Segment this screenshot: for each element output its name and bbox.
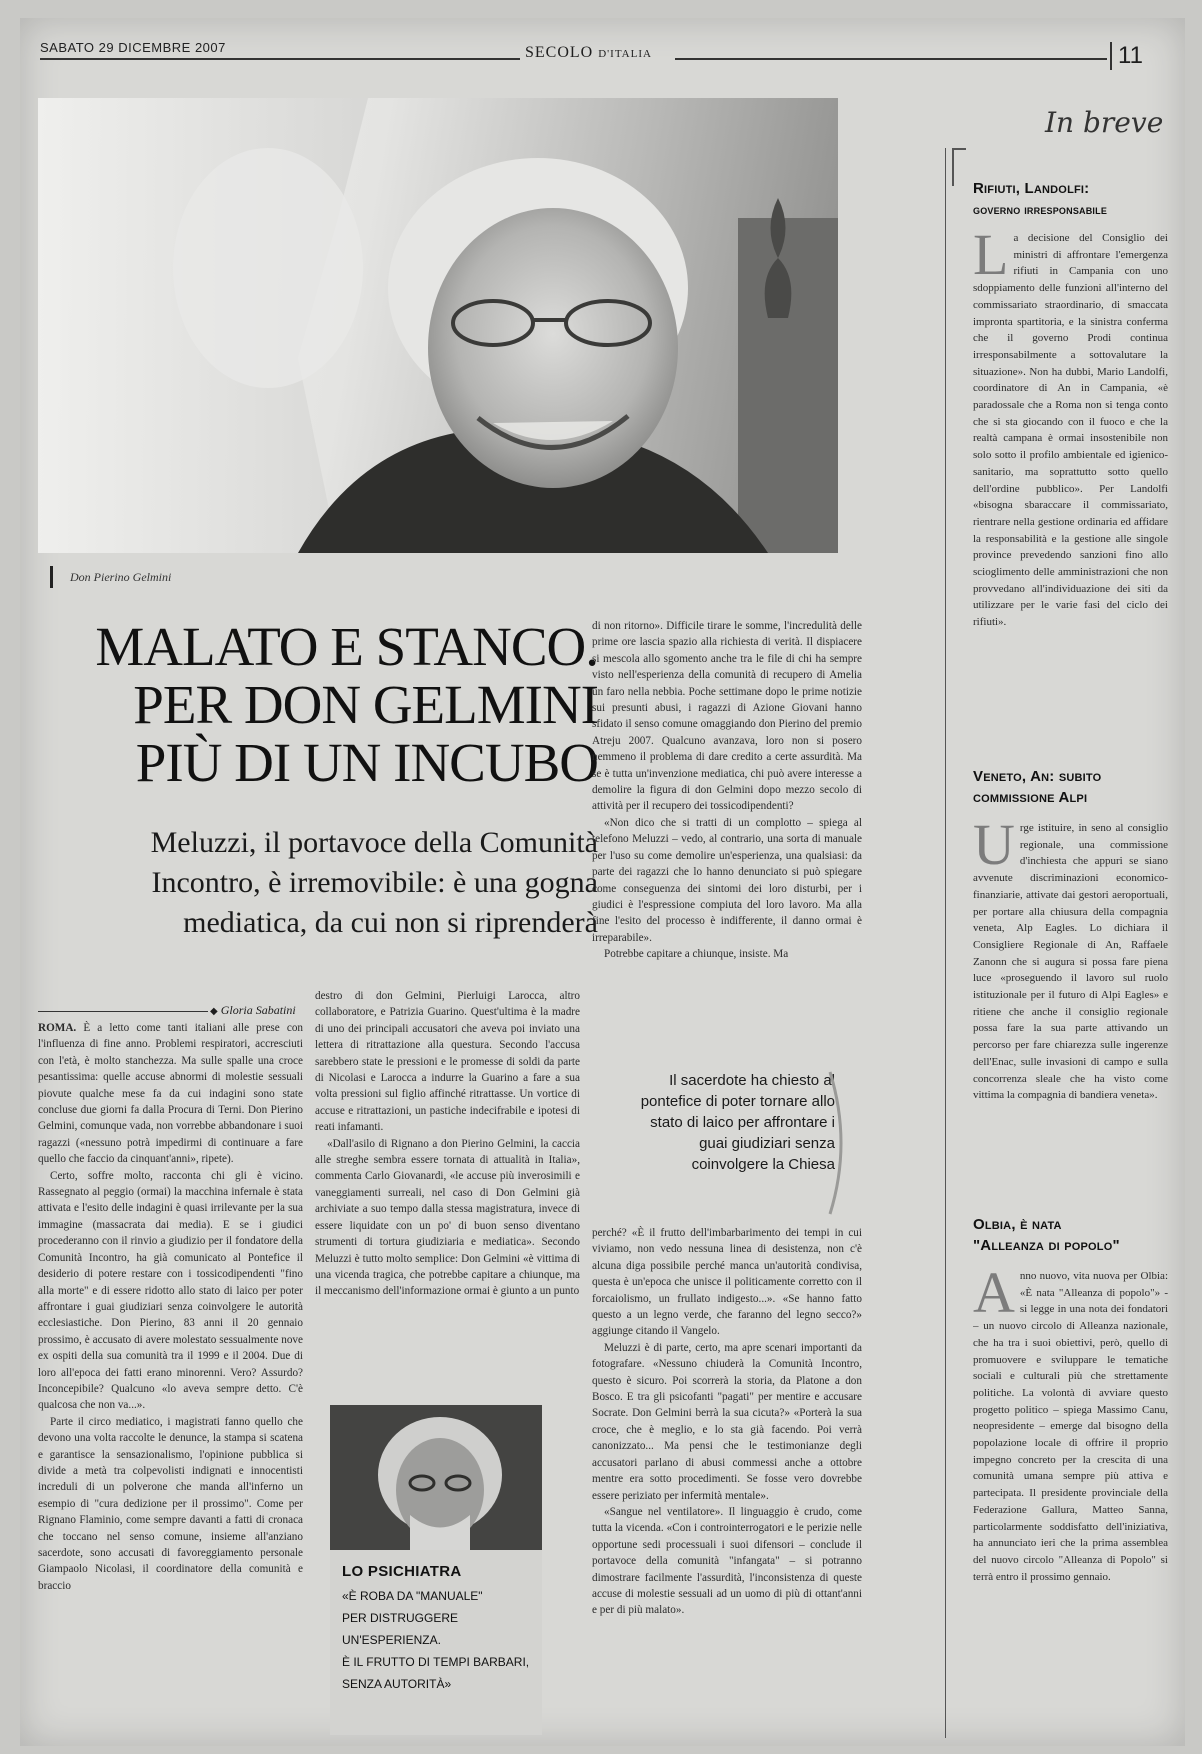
header-page-number: 11 bbox=[1110, 42, 1143, 70]
col3-paragraph-3: Potrebbe capitare a chiunque, insiste. Ma bbox=[604, 948, 789, 961]
header-date: SABATO 29 DICEMBRE 2007 bbox=[40, 40, 226, 55]
brief-3-dropcap: A bbox=[973, 1268, 1015, 1325]
brief-2-title-line-1: Veneto, An: subito bbox=[973, 768, 1102, 785]
brief-1-title bbox=[973, 178, 1107, 220]
diamond-icon: ◆ bbox=[210, 1006, 218, 1017]
caption-bar bbox=[50, 566, 53, 588]
brief-1-text: a decisione del Consiglio dei ministri di affrontare l'emergenza rifiuti in Campania con uno sdoppiamento delle funzioni all'interno del commissariato straordinario, di smaccata impronta spartitoria, e la sinistra conferma che il governo Prodi continua irresponsabilmente a sottovalutare la situazione». Non ha dubbi, Mario Landolfi, coordinatore di An in Campania, «è paradossale che a Roma non si tenga conto che si sta giocando con il fuoco e che la realtà campana è ormai insostenibile non solo sotto il profilo ambientale ed igienico-sanitario, ma soprattutto sotto quello dell'ordine pubblico». Per Landolfi «bisogna sbaraccare il commissariato, rientrare nella gestione ordinaria ed affidare la responsabilità e la gestione alle singole province prevedendo sanzioni fino allo scioglimento delle amministrazioni che non provvedano all'individuazione dei siti da utilizzare per le varie fasi del ciclo dei rifiuti». bbox=[973, 232, 1168, 629]
brief-2-body bbox=[973, 820, 1168, 1185]
inset-kicker: LO PSICHIATRA bbox=[342, 1563, 462, 1580]
inset-quote-line-2: PER DISTRUGGERE bbox=[342, 1611, 459, 1625]
brief-3-text: nno nuovo, vita nuova per Olbia: «È nata "Alleanza di popolo"» - si legge in una nota dei fondatori – un nuovo circolo di Alleanza nazionale, che ha tra i suoi obiettivi, però, quello di promuovere e sviluppare le tematiche sociali e culturali più che strettamente politiche. La volontà di avviare questo progetto politico – spiega Massimo Canu, neopresidente – emerge dal bisogno della popolazione locale di offrire il proprio impegno concreto per la crescita di una comunità umana sempre più attiva e partecipata. Il presidente provinciale della Federazione Gallura, Matteo Sanna, particolarmente soddisfatto dell'iniziativa, ha annunciato ieri che la prima assemblea del nuovo circolo "Alleanza di Popolo" si terrà entro il prossimo gennaio. bbox=[973, 1270, 1168, 1583]
col1-paragraph-3: Parte il circo mediatico, i magistrati fanno quello che devono una volta raccolte le denunce, la stampa si scatena e garantisce la sensazionalismo, l'opinione pubblica si divide a metà tra colpevolisti indignati e innocentisti increduli di un polverone che manda all'inferno un esempio di "cura dedizione per il prossimo". Come per Rignano Flaminio, come sempre davanti a fatti di cronaca che toccano nel senso comune, insieme all'anziano sacerdote, sono accusati di favoreggiamento personale Giampaolo Nicolasi, il coordinatore della comunità e braccio bbox=[38, 1415, 303, 1592]
brief-3-title bbox=[973, 1214, 1120, 1256]
article-column-4 bbox=[592, 1225, 862, 1735]
brief-2-title bbox=[973, 766, 1101, 808]
byline-author: Gloria Sabatini bbox=[220, 1003, 296, 1017]
article-standfirst bbox=[38, 823, 598, 943]
brief-2-dropcap: U bbox=[973, 820, 1015, 877]
col3-paragraph-1: di non ritorno». Difficile tirare le somme, l'incredulità delle prime ore lascia spazio alla richiesta di verità. Il dispiacere si mescola allo sgomento anche tra le file di chi ha sempre visto nell'esperienza della comunità di recupero di Amelia un faro nella nebbia. Poche settimane dopo le prime notizie sui presunti abusi, i ragazzi di Azione Giovani hanno sfidato il senso comune omaggiando don Pierino del premio Atreju 2007. Qualcuno avanzava, loro non si posero nemmeno il problema di dare credito a certe assurdità. Ma se è tutta un'invenzione mediatica, chi può avere interesse a demolire la figura di don Gelmini dopo mezzo secolo di attività per il recupero dei tossicodipendenti? bbox=[592, 620, 862, 813]
col3-paragraph-2: «Non dico che si tratti di un complotto – spiega al telefono Meluzzi – vedo, al contrario, una sorta di manuale per l'uso su come demolire un'esperienza, una qualsiasi: da parte dei ragazzi che lo hanno denunciato si può spiegare come conseguenza dei sintomi dei loro disturbi, per i giudici è l'espressione compiuta del loro lavoro. Ma alla fine l'esito del processo è indifferente, il danno ormai è irreparabile». bbox=[592, 816, 862, 944]
col2-paragraph-1: destro di don Gelmini, Pierluigi Larocca, altro collaboratore, e Patrizia Guarino. Quest'ultima è la madre di uno dei principali accusatori che aveva poi inviato una lettera di ritrattazione alla questura. Secondo l'accusa sarebbero state le pressioni e le promesse di soldi da parte di Nicolasi e Larocca a indurre la Guarino a fare a sua volta pressioni sul figlio affinché ritrattasse. Un vortice di accuse e ritrattazioni, un pastiche indecifrabile e ipotesi di reati infamanti. bbox=[315, 990, 580, 1134]
sidebar-divider bbox=[945, 148, 946, 1738]
byline-rule bbox=[38, 1011, 208, 1012]
headline-line-3: PIÙ DI UN INCUBO bbox=[135, 732, 598, 793]
brief-2-title-line-2: commissione Alpi bbox=[973, 789, 1088, 806]
col4-paragraph-1: perché? «È il frutto dell'imbarbarimento dei tempi in cui viviamo, non vedo nessuna linea di desistenza, non c'è alcuna diga possibile perché manca un'autorità condivisa, questa è un'epoca che unisce il politicamente corretto con il forcaiolismo, un frullato indigesto...». «Se hanno fatto questo a un legno verde, che faranno del legno secco?» aggiunge citando il Vangelo. bbox=[592, 1227, 862, 1338]
col4-paragraph-3: «Sangue nel ventilatore». Il linguaggio è crudo, come tutta la vicenda. «Con i controinterrogatori e le perizie nelle opportune sedi processuali i suoi difensori – conclude il portavoce della comunità "infangata" – si potranno dimostrare facilmente l'assurdità, l'inconsistenza di queste accuse di molestie sessuali ad un uomo di più di ottant'anni e per di più malato». bbox=[592, 1505, 862, 1617]
sidebar-title: In breve bbox=[1045, 106, 1164, 139]
article-column-3 bbox=[592, 618, 862, 1038]
inset-photo bbox=[330, 1405, 542, 1550]
article-column-1 bbox=[38, 1020, 303, 1735]
brief-3-body bbox=[973, 1268, 1168, 1733]
brief-1-title-line-2: governo irresponsabile bbox=[973, 202, 1108, 217]
standfirst-line-1: Meluzzi, il portavoce della Comunità bbox=[150, 826, 598, 859]
brief-1-title-line-1: Rifiuti, Landolfi: bbox=[973, 180, 1090, 197]
brief-3-title-line-2: "Alleanza di popolo" bbox=[973, 1237, 1120, 1254]
inset-quote bbox=[342, 1585, 537, 1695]
col2-paragraph-2: «Dall'asilo di Rignano a don Pierino Gelmini, la caccia alle streghe sembra essere tornata di attualità in Italia», commenta Carlo Giovanardi, «le accuse più inverosimili e vaneggiamenti surreali, nel caso di Don Gelmini già archiviate a suo tempo dalla stessa magistratura, invece di essere liquidate con un po' di buon senso diventano strumenti di tortura giudiziaria e mediatica». Secondo Meluzzi è tutto molto semplice: Don Gelmini «è vittima di una vicenda tragica, che potrebbe capitare a chiunque, ma il meccanismo dell'informazione ormai è giunto a un punto bbox=[315, 1137, 580, 1298]
publication-name: SECOLO bbox=[525, 44, 594, 61]
brief-1-dropcap: L bbox=[973, 230, 1009, 287]
brief-1-body bbox=[973, 230, 1168, 750]
headline-line-2: PER DON GELMINI bbox=[133, 674, 598, 735]
pull-quote-bracket bbox=[826, 1068, 856, 1218]
brief-2-text: rge istituire, in seno al consiglio regionale, una commissione d'inchiesta che appuri se siano avvenute discriminazioni economico-finanziarie, attivate dai gestori aeroportuali, per portare alla chiusura della compagnia veneta, Alp Eagles. Lo dichiara il Consigliere Regionale di An, Raffaele Zanonn che si augura si possa fare piena luce «proseguendo il lavoro sul ruolo istituzionale per il futuro di Alpi Eagles» e ritiene che anche il consiglio regionale possa fare la sua parte attivando un percorso per fare chiarezza sulle ingerenze dell'Enac, sulle invasioni di campo e sulla concorrenza sleale che ha visto come vittima la compagnia di bandiera veneta». bbox=[973, 822, 1168, 1102]
byline bbox=[210, 1003, 296, 1018]
pull-quote: Il sacerdote ha chiesto al pontefice di poter tornare allo stato di laico per affrontare i guai giudiziari senza coinvolgere la Chiesa bbox=[640, 1072, 835, 1173]
col1-paragraph-2: Certo, soffre molto, racconta chi gli è vicino. Rassegnato al peggio (ormai) la macchina infernale è stata attivata e l'esito delle indagini è quasi irrilevante per la sua immagine (massacrata dai media). E se i giudici procederanno con il rinvio a giudizio per il fondatore della Comunità Incontro, ha già comunicato al Pontefice il desiderio di potere restare con i tossicodipendenti "fino alla morte" e di essere ridotto allo stato di laico per poter affrontare i guai giudiziari senza coinvolgere le autorità ecclesiastiche. Don Pierino, 83 anni il 20 gennaio prossimo, è accusato di avere molestato sessualmente nove ex ospiti della sua comunità tra il 1999 e il 2004. Due di loro all'epoca dei fatti erano minorenni. Vero? Assurdo? Inconcepibile? Qualcuno «lo aveva sempre detto. C'è qualcosa che non va...». bbox=[38, 1169, 303, 1412]
header-publication bbox=[525, 44, 652, 62]
standfirst-line-3: mediatica, da cui non si riprenderà bbox=[183, 906, 598, 939]
psychiatrist-illustration bbox=[330, 1405, 542, 1550]
sidebar-bracket bbox=[952, 148, 966, 186]
header-rule-left bbox=[40, 58, 520, 60]
dateline: ROMA. bbox=[38, 1022, 77, 1034]
photo-caption: Don Pierino Gelmini bbox=[70, 570, 172, 584]
inset-quote-line-5: SENZA AUTORITÀ» bbox=[342, 1677, 452, 1691]
article-column-2 bbox=[315, 988, 580, 1388]
article-headline bbox=[38, 618, 598, 792]
col4-paragraph-2: Meluzzi è di parte, certo, ma apre scenari importanti da fotografare. «Nessuno chiuderà la Comunità Incontro, questo è sicuro. Poi scorrerà la storia, da Platone a don Bosco. E tra gli psicofanti "pagati" per mentire e accusare Socrate. Don Gelmini berrà la sua cicuta?» «Porterà la sua croce, che è meglio, e lo sta già facendo. Poi verrà canonizzato... Ma pensi che le testimonianze degli accusatori parlano di abusi commessi anche a ottobre mentre era sotto procedimenti. Se fosse vero dovrebbe essere periziato per infermità mentale». bbox=[592, 1341, 862, 1502]
inset-quote-line-3: UN'ESPERIENZA. bbox=[342, 1633, 441, 1647]
headline-line-1: MALATO E STANCO. bbox=[95, 616, 598, 677]
standfirst-line-2: Incontro, è irremovibile: è una gogna bbox=[151, 866, 598, 899]
inset-quote-line-1: «È ROBA DA "MANUALE" bbox=[342, 1589, 483, 1603]
portrait-illustration bbox=[38, 98, 838, 553]
newspaper-page bbox=[20, 18, 1185, 1746]
main-photo bbox=[38, 98, 838, 553]
brief-3-title-line-1: Olbia, è nata bbox=[973, 1216, 1062, 1233]
publication-suffix: D'ITALIA bbox=[598, 48, 652, 60]
inset-quote-line-4: È IL FRUTTO DI TEMPI BARBARI, bbox=[342, 1655, 530, 1669]
col1-paragraph-1: ROMA. È a letto come tanti italiani alle prese con l'influenza di fine anno. Problemi respiratori, accresciuti con l'età, è molto stanchezza. Ma sulle spalle una croce pesantissima: quelle accuse abnormi di molestie sessuali piovute qualche mese fa da cui indagini sono state concluse due giorni fa dalla Procura di Terni. Don Pierino Gelmini, comunque vada, non vorrebbe abbandonare i suoi ragazzi («nessuno potrà impedirmi di continuare a fare quello che faccio da cinquant'anni», ripete). bbox=[38, 1022, 303, 1166]
header-rule-right bbox=[675, 58, 1107, 60]
